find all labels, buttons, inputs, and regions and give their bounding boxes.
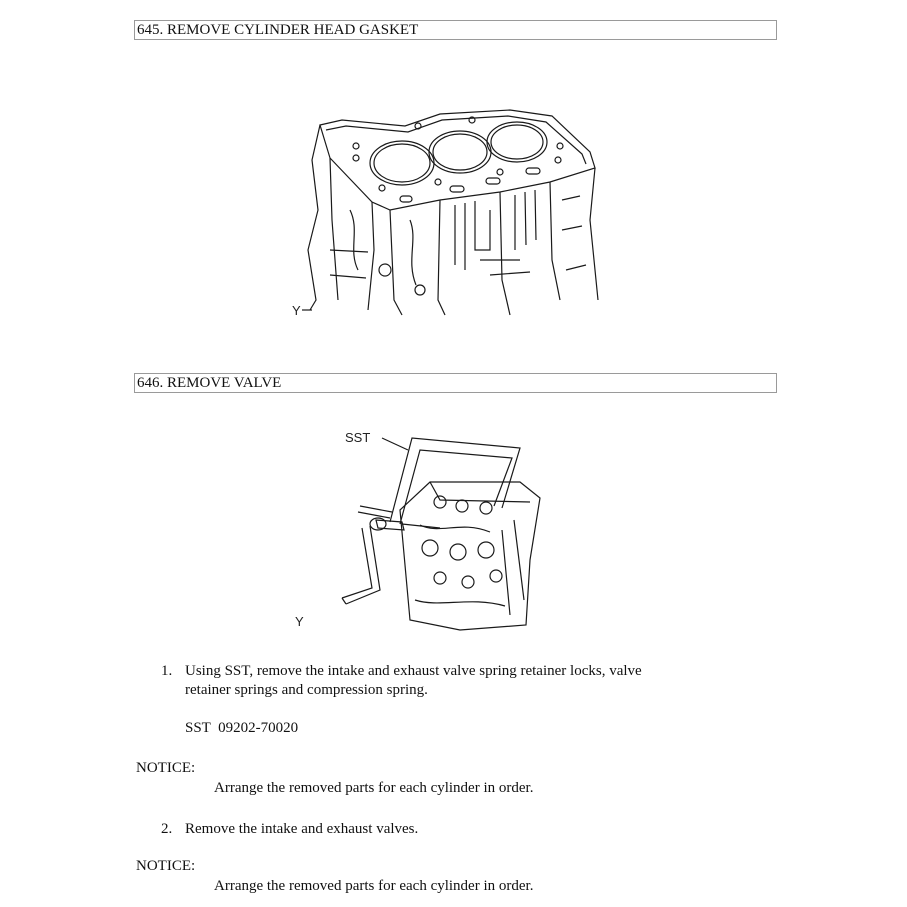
notice-2-text: Arrange the removed parts for each cylinder in order. (214, 878, 534, 894)
section-646-header: 646. REMOVE VALVE (134, 373, 777, 393)
step-1-text-line1: Using SST, remove the intake and exhaust valve spring retainer locks, valve (185, 663, 642, 679)
sst-label: SST (345, 430, 371, 445)
notice-1-label: NOTICE: (136, 760, 196, 776)
valve-removal-figure (290, 420, 560, 635)
sst-reference: SST 09202-70020 (185, 720, 299, 736)
cylinder-head-gasket-figure (290, 100, 610, 325)
gasket-outline (320, 110, 595, 210)
figure-y-label: Y (292, 303, 301, 318)
section-645-header: 645. REMOVE CYLINDER HEAD GASKET (134, 20, 777, 40)
sst-handle (376, 520, 404, 530)
bore-2 (429, 131, 491, 173)
step-1-number: 1. (161, 663, 173, 679)
step-1-text-line2: retainer springs and compression spring. (185, 682, 428, 698)
step-2-number: 2. (161, 821, 173, 837)
bore-1 (370, 141, 434, 185)
notice-1-text: Arrange the removed parts for each cylinder in order. (214, 780, 534, 796)
figure-y-label: Y (295, 614, 304, 629)
step-2-text: Remove the intake and exhaust valves. (185, 821, 419, 837)
bore-3 (487, 122, 547, 162)
sst-frame (390, 438, 520, 522)
notice-2-label: NOTICE: (136, 858, 196, 874)
